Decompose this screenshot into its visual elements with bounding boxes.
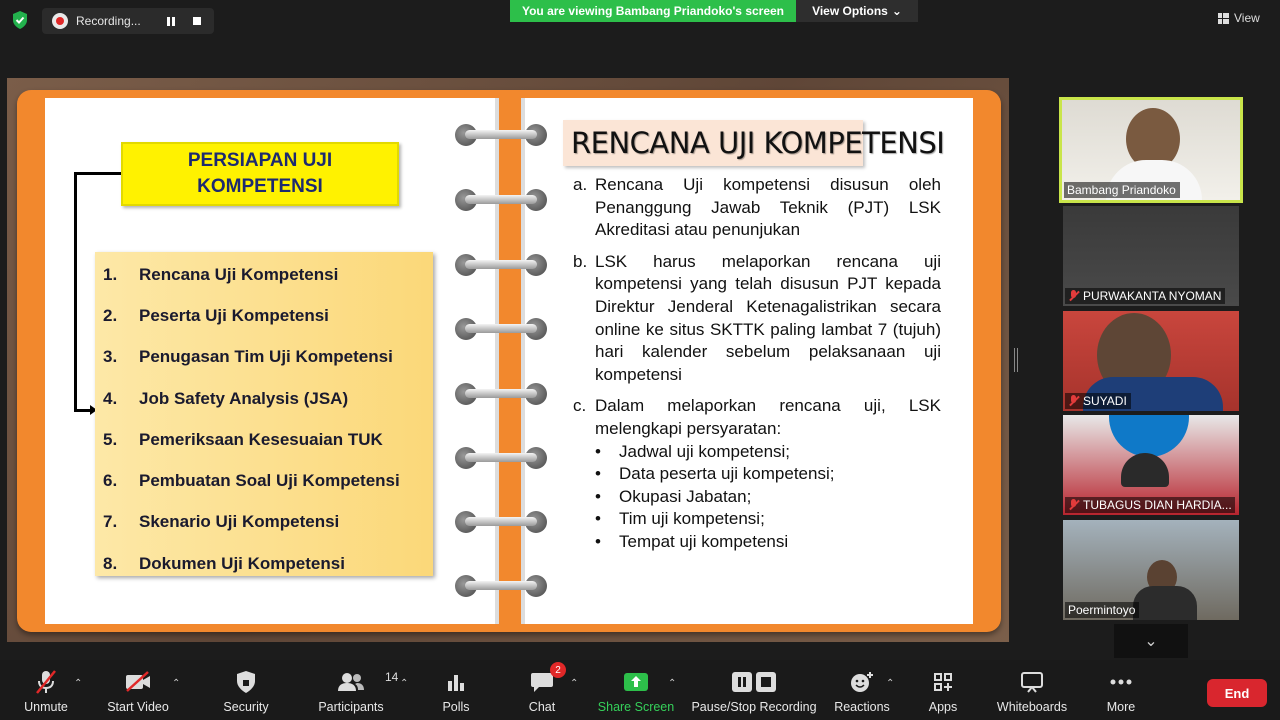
list-item: 7. Skenario Uji Kompetensi bbox=[103, 512, 340, 532]
bar-chart-icon bbox=[446, 668, 466, 696]
start-video-button[interactable]: Start Video bbox=[104, 668, 172, 714]
background-logo bbox=[1109, 415, 1189, 457]
video-tile[interactable] bbox=[1063, 206, 1239, 306]
list-item: • Data peserta uji kompetensi; bbox=[595, 463, 941, 486]
participants-options-caret[interactable]: ⌃ bbox=[400, 678, 409, 689]
more-button[interactable]: More bbox=[1104, 668, 1138, 714]
recording-dot-icon bbox=[52, 13, 68, 29]
chat-button[interactable]: 2 Chat bbox=[524, 668, 560, 714]
apps-icon bbox=[932, 668, 954, 696]
whiteboards-button[interactable]: Whiteboards bbox=[994, 668, 1070, 714]
participant-shirt bbox=[1133, 586, 1197, 620]
muted-mic-icon bbox=[1068, 290, 1080, 302]
recording-label: Recording... bbox=[76, 14, 141, 28]
participant-name: PURWAKANTA NYOMAN bbox=[1065, 288, 1225, 304]
list-item: 3. Penugasan Tim Uji Kompetensi bbox=[103, 347, 393, 367]
list-item: 1. Rencana Uji Kompetensi bbox=[103, 264, 339, 284]
video-off-icon bbox=[124, 668, 152, 696]
share-options-caret[interactable]: ⌃ bbox=[668, 678, 677, 689]
view-button[interactable] bbox=[1218, 8, 1270, 28]
list-item: 8. Dokumen Uji Kompetensi bbox=[103, 553, 345, 573]
plan-item: b. LSK harus melaporkan rencana uji kompetensi yang telah disusun PJT kepada Direktur Jenderal Ketenagalistrikan secara online ke situs SKTTK paling lambat 7 (tujuh) hari kalender sebelum pelaksanaan uji kompetensi bbox=[573, 251, 941, 384]
gallery-view-icon bbox=[1218, 13, 1229, 24]
muted-mic-icon bbox=[1068, 499, 1080, 511]
reactions-button[interactable]: Reactions bbox=[834, 668, 890, 714]
stop-recording-button[interactable] bbox=[186, 11, 208, 31]
scroll-participants-down-button[interactable] bbox=[1114, 624, 1188, 658]
panel-resize-handle[interactable] bbox=[1014, 348, 1018, 372]
whiteboard-icon bbox=[1020, 668, 1044, 696]
binder-ring bbox=[455, 511, 547, 531]
list-item: 5. Pemeriksaan Kesesuaian TUK bbox=[103, 429, 383, 449]
apps-button[interactable]: Apps bbox=[926, 668, 960, 714]
meeting-toolbar bbox=[0, 660, 1280, 720]
view-options-button[interactable] bbox=[796, 0, 918, 22]
video-tile[interactable] bbox=[1063, 311, 1239, 411]
pause-stop-recording-button[interactable]: Pause/Stop Recording bbox=[692, 668, 816, 714]
recording-controls-icon bbox=[731, 668, 777, 696]
chat-unread-badge: 2 bbox=[550, 662, 566, 678]
list-item: 2. Peserta Uji Kompetensi bbox=[103, 305, 329, 325]
shared-screen bbox=[7, 78, 1009, 642]
participants-count: 14 bbox=[385, 670, 399, 684]
chevron-down-icon: ⌄ bbox=[891, 4, 902, 18]
participant-cap bbox=[1121, 453, 1169, 487]
requirements-list bbox=[595, 441, 941, 554]
list-item: • Tempat uji kompetensi bbox=[595, 531, 941, 554]
participant-name: SUYADI bbox=[1065, 393, 1131, 409]
view-label: View bbox=[1234, 11, 1260, 25]
share-screen-icon bbox=[623, 668, 649, 696]
binder-rings bbox=[455, 118, 547, 598]
binder-ring bbox=[455, 254, 547, 274]
participant-name: Poermintoyo bbox=[1065, 602, 1139, 618]
connector-arrow bbox=[77, 409, 91, 412]
muted-mic-icon bbox=[1068, 395, 1080, 407]
muted-microphone-icon bbox=[34, 668, 58, 696]
plan-title: RENCANA UJI KOMPETENSI bbox=[571, 126, 945, 160]
list-item: 4. Job Safety Analysis (JSA) bbox=[103, 388, 349, 408]
list-item: • Okupasi Jabatan; bbox=[595, 486, 941, 509]
list-item: • Jadwal uji kompetensi; bbox=[595, 441, 941, 464]
video-tile[interactable] bbox=[1063, 520, 1239, 620]
polls-button[interactable]: Polls bbox=[438, 668, 474, 714]
plan-content bbox=[573, 174, 941, 554]
participants-button[interactable]: 14 Participants bbox=[318, 670, 399, 714]
video-tile-active-speaker[interactable] bbox=[1059, 97, 1243, 203]
pause-recording-button[interactable] bbox=[160, 11, 182, 31]
preparation-heading: PERSIAPAN UJI KOMPETENSI bbox=[121, 142, 399, 206]
view-options-label: View Options bbox=[812, 4, 888, 18]
steps-list bbox=[95, 252, 433, 576]
smiley-add-icon bbox=[850, 668, 874, 696]
participant-name: TUBAGUS DIAN HARDIA... bbox=[1065, 497, 1235, 513]
binder-ring bbox=[455, 189, 547, 209]
recording-indicator bbox=[42, 8, 214, 34]
shield-icon bbox=[235, 668, 257, 696]
chat-options-caret[interactable]: ⌃ bbox=[570, 678, 579, 689]
pause-icon bbox=[167, 17, 175, 26]
encryption-shield-icon[interactable] bbox=[10, 10, 30, 30]
binder-ring bbox=[455, 318, 547, 338]
plan-item: c. Dalam melaporkan rencana uji, LSK melengkapi persyaratan: • Jadwal uji kompetensi; • Data peserta uji kompetensi; • Okupasi Jabatan; • Tim uji kompetensi; • Tempat uji kompetensi bbox=[573, 395, 941, 553]
participants-icon bbox=[337, 668, 399, 696]
list-item: 6. Pembuatan Soal Uji Kompetensi bbox=[103, 471, 400, 491]
participant-name: Bambang Priandoko bbox=[1064, 182, 1180, 198]
stop-icon bbox=[193, 17, 201, 25]
share-screen-button[interactable]: Share Screen bbox=[598, 668, 674, 714]
audio-options-caret[interactable]: ⌃ bbox=[74, 678, 83, 689]
binder-ring bbox=[455, 124, 547, 144]
chevron-down-icon: ⌄ bbox=[1144, 633, 1158, 650]
viewing-screen-banner: You are viewing Bambang Priandoko's screen bbox=[510, 0, 796, 22]
more-dots-icon bbox=[1109, 668, 1133, 696]
reactions-options-caret[interactable]: ⌃ bbox=[886, 678, 895, 689]
unmute-button[interactable]: Unmute bbox=[22, 668, 70, 714]
end-meeting-button[interactable]: End bbox=[1207, 679, 1267, 707]
binder-ring bbox=[455, 575, 547, 595]
binder-ring bbox=[455, 383, 547, 403]
plan-item: a. Rencana Uji kompetensi disusun oleh Penanggung Jawab Teknik (PJT) LSK Akreditasi atau penunjukan bbox=[573, 175, 941, 240]
video-options-caret[interactable]: ⌃ bbox=[172, 678, 181, 689]
binder-ring bbox=[455, 447, 547, 467]
list-item: • Tim uji kompetensi; bbox=[595, 508, 941, 531]
video-tile[interactable] bbox=[1063, 415, 1239, 515]
security-button[interactable]: Security bbox=[220, 668, 272, 714]
